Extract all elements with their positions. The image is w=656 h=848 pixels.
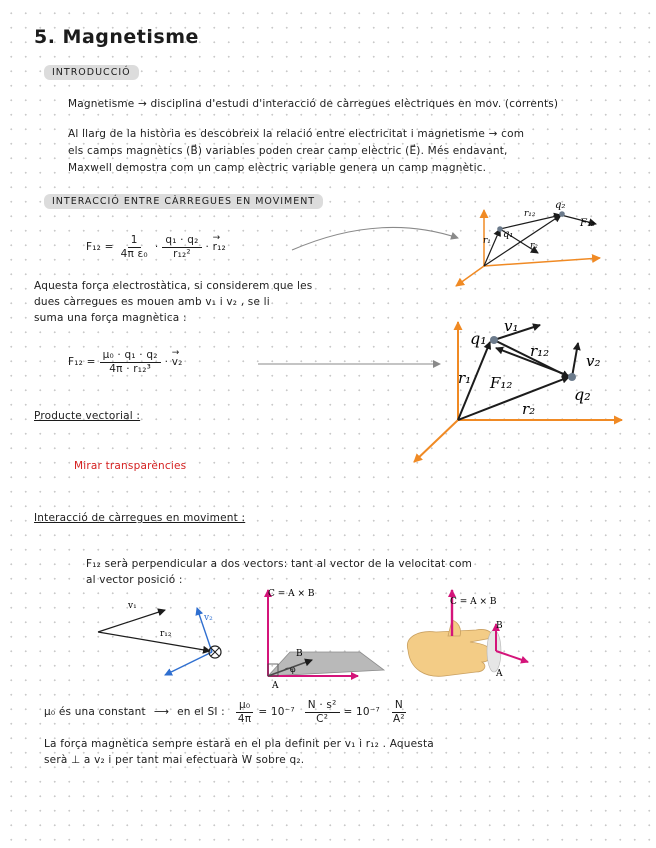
intro-definition: Magnetisme → disciplina d'estudi d'interacció de càrregues elèctriques en mov. (corrents) (68, 98, 559, 110)
large-q1-label: q₁ (470, 329, 487, 348)
small-charges-diagram (456, 200, 600, 286)
small-q1-label: q₁ (503, 229, 514, 240)
interaction-text-line-1: Aquesta força electrostàtica, si considerem que les (34, 280, 313, 292)
intro-history-line-1: Al llarg de la història es descobreix la relació entre electricitat i magnetisme → com (68, 128, 525, 140)
cross-product-diagram-2 (407, 590, 528, 679)
coulomb-formula: F₁₂ = $\frac{1}{\text{4π ε₀}}$ · $\frac{\text{q₁ · q₂}}{\text{r₁₂²}}$ · → r₁₂ (86, 234, 226, 261)
large-charges-diagram (414, 317, 622, 462)
moving-charges-heading: Interacció de càrregues en moviment : (34, 512, 246, 524)
charges-denominator: r₁₂² (173, 248, 191, 260)
cross1-c-label: C = A × B (268, 589, 315, 599)
cross2-c-label: C = A × B (450, 597, 497, 607)
unit-vector: → r₁₂ (213, 241, 226, 254)
constant-formula: μ₀ és una constant ⟶ en el SI : $\frac{\text{μ₀}}{4\pi}$ = 10⁻⁷ $\frac{\text{N · s²}}{\text{C²}}$ = 10⁻⁷ $\frac{N}{\text{A²}}$ (44, 699, 412, 726)
large-f12-label: F₁₂ (490, 374, 513, 392)
section-heading-intro: INTRODUCCIÓ (44, 65, 139, 80)
magnetic-numerator: μ₀ · q₁ · q₂ (100, 349, 161, 363)
small-r1-label: r₁ (483, 236, 491, 246)
large-v1-label: v₁ (504, 317, 519, 335)
n-fraction (390, 699, 408, 726)
mu0-denominator: 4π (237, 713, 252, 725)
large-r1-label: r₁ (458, 369, 472, 387)
sketch-v2-label: v₂ (204, 613, 213, 623)
mu0-fraction (235, 699, 254, 726)
sketch-diagram (98, 601, 221, 675)
constant-lead: μ₀ és una constant (44, 706, 146, 718)
connector-curve (292, 227, 458, 250)
interaction-text-line-3: suma una força magnètica : (34, 312, 187, 324)
large-r12-label: r₁₂ (530, 342, 550, 360)
cross1-b-label: B (296, 649, 303, 659)
vectorial-product-heading: Producte vectorial : (34, 410, 141, 422)
magnetic-formula: F₁₂ = $\frac{\text{μ₀ · q₁ · q₂}}{\text{4π · r₁₂³}}$ · → v₂ (68, 349, 183, 376)
slides-reference: Mirar transparències (74, 460, 187, 472)
conclusion-line-1: La força magnètica sempre estarà en el pla definit per v₁ i r₁₂ . Aquesta (44, 738, 434, 750)
coulomb-numerator: 1 (128, 234, 141, 248)
large-r2-label: r₂ (522, 400, 536, 418)
f12-label-magnetic: F₁₂ = (68, 356, 96, 368)
constant-eq1: = 10⁻⁷ (258, 706, 295, 718)
intro-history-line-3: Maxwell demostra com un camp elèctric variable genera un camp magnètic. (68, 162, 487, 174)
moving-text-line-1: F₁₂ serà perpendicular a dos vectors: tant al vector de la velocitat com (86, 558, 473, 570)
n-numerator: N (392, 699, 406, 713)
units-numerator: N · s² (305, 699, 340, 713)
f12-label: F₁₂ = (86, 241, 114, 253)
sketch-v1-label: v₁ (128, 601, 137, 611)
cross1-phi-label: φ (290, 665, 296, 674)
coulomb-denominator: 4π ε₀ (120, 248, 148, 260)
small-q2-label: q₂ (555, 200, 566, 211)
magnetic-denominator: 4π · r₁₂³ (109, 363, 152, 375)
cross2-b-label: B (496, 621, 503, 631)
intro-history-line-2: els camps magnètics (B⃗) variables poden crear camp elèctric (E⃗). Més endavant, (68, 145, 508, 157)
mu0-numerator: μ₀ (236, 699, 253, 713)
conclusion-line-2: serà ⊥ a v₂ i per tant mai efectuarà W sobre q₂. (44, 754, 305, 766)
large-q2-label: q₂ (574, 385, 591, 404)
sketch-r12-label: r₁₂ (160, 629, 172, 639)
moving-text-line-2: al vector posició : (86, 574, 183, 586)
page-title: 5. Magnetisme (34, 26, 199, 48)
charges-numerator: q₁ · q₂ (162, 234, 201, 248)
cross2-a-label: A (496, 669, 503, 679)
n-denominator: A² (392, 713, 405, 725)
cross1-a-label: A (272, 681, 279, 691)
large-v2-label: v₂ (586, 352, 601, 370)
cross-product-diagram-1 (268, 589, 384, 691)
small-r12-label: r₁₂ (524, 209, 536, 219)
small-r2-label: r₂ (530, 241, 538, 251)
constant-arrow-text: en el SI : (177, 706, 225, 718)
units-denominator: C² (316, 713, 329, 725)
small-f12-label: F₁₂ (580, 218, 595, 229)
interaction-text-line-2: dues càrregues es mouen amb v₁ i v₂ , se li (34, 296, 270, 308)
constant-eq2: = 10⁻⁷ (343, 706, 380, 718)
section-heading-interaction: INTERACCIÓ ENTRE CÀRREGUES EN MOVIMENT (44, 194, 323, 209)
units-fraction (305, 699, 340, 726)
velocity-vector: → v₂ (172, 356, 183, 369)
